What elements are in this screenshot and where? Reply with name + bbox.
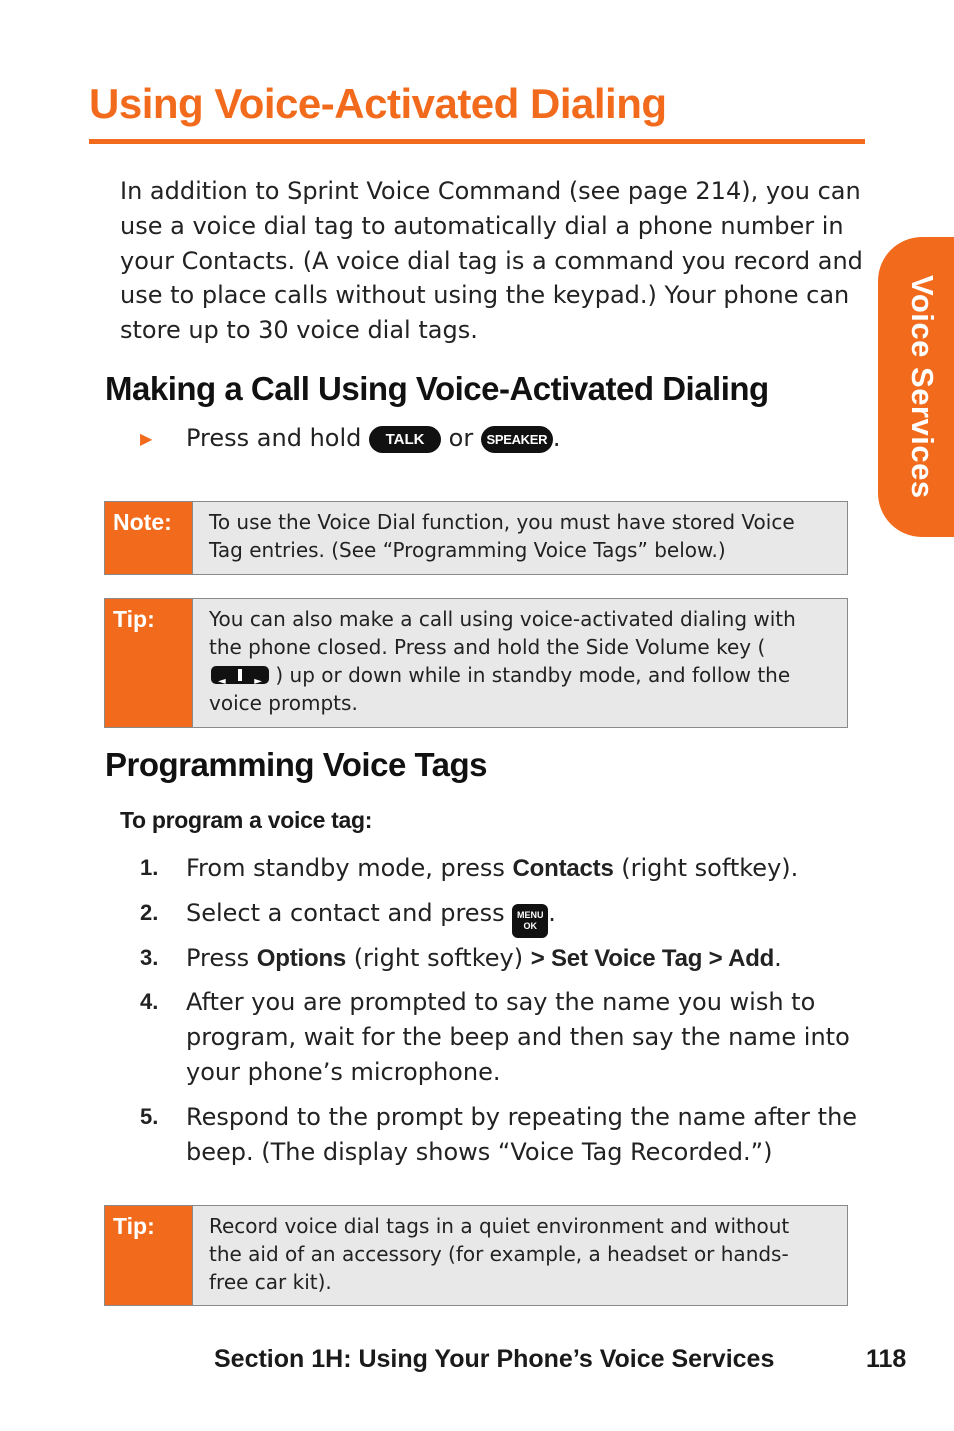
set-voice-tag-path: > Set Voice Tag > Add [530,945,775,972]
intro-paragraph: In addition to Sprint Voice Command (see page 214), you can use a voice dial tag to automatically dial a phone number in your Contacts. (A voice dial tag is a command you record and use to place calls without using the keypad.) Your phone can store up to 30 voice dial tags. [120,177,863,345]
tip-label-2: Tip: [105,1206,193,1305]
step-2 [140,896,860,938]
page-title: Using Voice-Activated Dialing [89,80,667,127]
step-text: From standby mode, press Contacts (right softkey). [186,854,799,882]
talk-key-icon: TALK [369,426,441,453]
tip-text-2: Record voice dial tags in a quiet environment and without the aid of an accessory (for example, a headset or hands-free car kit). [209,1214,790,1294]
step-number: 2. [140,900,159,925]
press-hold-bullet [140,424,561,453]
bullet-end: . [552,424,561,452]
tip-text-1 [209,605,823,717]
menu-ok-key-icon: MENU OK [512,904,548,938]
tip-text-1-after: ) up or down while in standby mode, and follow the voice prompts. [209,663,791,715]
step-number: 4. [140,989,159,1014]
tip-box-2 [104,1205,848,1306]
step-number: 3. [140,945,159,970]
step-text: Select a contact and press MENU OK . [186,896,860,938]
side-tab-label: Voice Services [905,275,940,499]
making-call-heading: Making a Call Using Voice-Activated Dialing [105,370,769,407]
tip-box-1 [104,598,848,728]
step-3 [140,941,860,977]
step-4 [140,985,860,1089]
program-subhead: To program a voice tag: [120,807,373,833]
step-5 [140,1100,860,1170]
step-number: 5. [140,1104,159,1129]
note-text: To use the Voice Dial function, you must have stored Voice Tag entries. (See “Programming Voice Tags” below.) [209,510,795,562]
title-rule [89,139,865,144]
step-number: 1. [140,855,159,880]
step-text: Respond to the prompt by repeating the name after the beep. (The display shows “Voice Tag Recorded.”) [186,1103,858,1166]
bullet-arrow-icon: ▶ [140,429,153,448]
step-text: Press Options (right softkey) > Set Voice Tag > Add. [186,944,782,972]
bullet-or: or [448,424,474,452]
programming-heading: Programming Voice Tags [105,746,488,783]
step-1 [140,851,860,887]
note-box [104,501,848,575]
bullet-text: Press and hold [186,424,362,452]
note-label: Note: [105,502,193,574]
speaker-key-icon: SPEAKER [481,426,553,453]
side-volume-key-icon: ◄ ► [211,666,269,684]
options-term: Options [256,945,347,972]
contacts-term: Contacts [512,855,614,882]
footer-section-title: Section 1H: Using Your Phone’s Voice Services [214,1345,775,1373]
tip-text-1-before: You can also make a call using voice-activated dialing with the phone closed. Press and hold the Side Volume key ( [209,607,796,659]
step-text: After you are prompted to say the name you wish to program, wait for the beep and then say the name into your phone’s microphone. [186,988,850,1086]
page-number: 118 [866,1345,907,1373]
section-side-tab [878,237,954,537]
tip-label-1: Tip: [105,599,193,727]
